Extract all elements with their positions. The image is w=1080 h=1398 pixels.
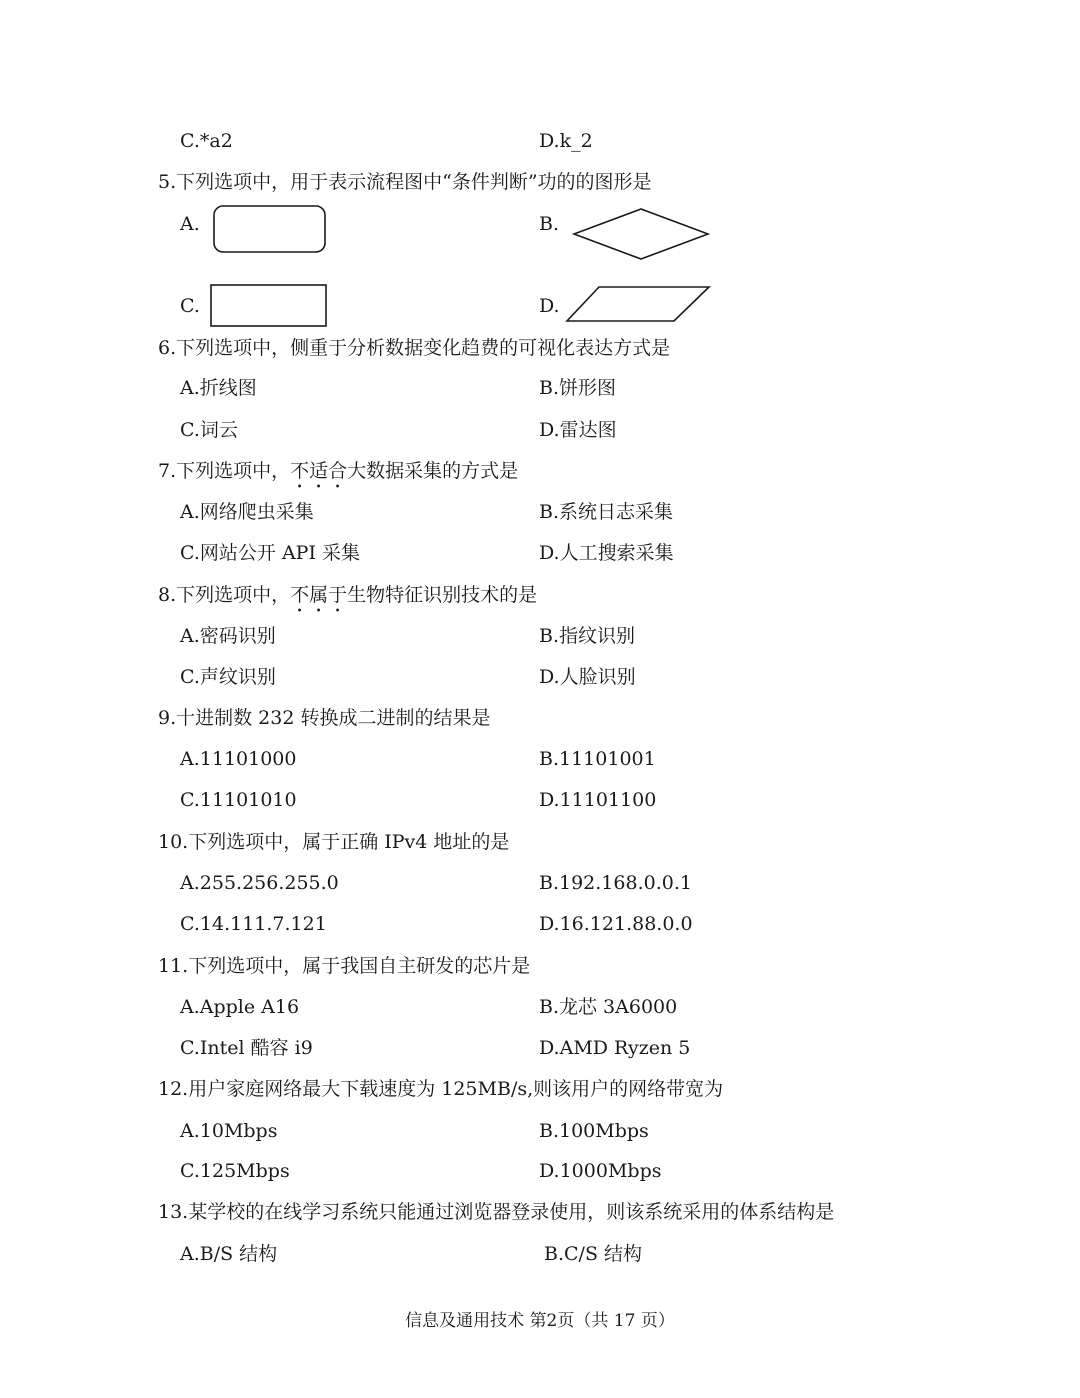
q11-option-b: B.龙芯 3A6000 — [539, 996, 678, 1018]
page-footer: 信息及通用技术 第2页（共 17 页） — [405, 1311, 675, 1331]
q5-parallelogram-shape — [564, 284, 712, 324]
q8-stem-pre: 8.下列选项中， — [158, 584, 291, 606]
q7-option-d: D.人工搜索采集 — [539, 542, 674, 564]
q10-option-a: A.255.256.255.0 — [180, 872, 339, 894]
q8-stem — [158, 582, 537, 617]
q7-stem-emphasis: 不适合 — [290, 460, 348, 482]
q6-option-d: D.雷达图 — [539, 419, 617, 441]
q7-stem — [158, 458, 518, 493]
q11-option-a: A.Apple A16 — [180, 996, 300, 1018]
q9-option-b: B.11101001 — [539, 748, 656, 770]
q11-option-c: C.Intel 酷容 i9 — [180, 1037, 313, 1059]
q13-stem: 13.某学校的在线学习系统只能通过浏览器登录使用，则该系统采用的体系结构是 — [158, 1201, 835, 1223]
q5-option-a-label: A. — [180, 213, 200, 235]
q8-option-d: D.人脸识别 — [539, 666, 636, 688]
q5-option-d-label: D. — [539, 295, 560, 317]
q8-option-a: A.密码识别 — [180, 625, 276, 647]
q4-option-c: C.*a2 — [180, 130, 233, 152]
q7-stem-post: 大数据采集的方式是 — [347, 460, 519, 482]
q12-stem: 12.用户家庭网络最大下载速度为 125MB/s,则该用户的网络带宽为 — [158, 1078, 724, 1100]
q6-option-b: B.饼形图 — [539, 377, 617, 399]
q7-option-a: A.网络爬虫采集 — [180, 501, 314, 523]
q10-option-b: B.192.168.0.0.1 — [539, 872, 692, 894]
q5-option-b-label: B. — [539, 213, 560, 235]
q5-rounded-rectangle-shape — [212, 204, 328, 254]
q7-stem-pre: 7.下列选项中， — [158, 460, 291, 482]
q11-option-d: D.AMD Ryzen 5 — [539, 1037, 691, 1059]
q9-option-d: D.11101100 — [539, 789, 657, 811]
q8-option-c: C.声纹识别 — [180, 666, 276, 688]
q5-stem: 5.下列选项中，用于表示流程图中“条件判断”功的的图形是 — [158, 171, 652, 193]
q12-option-d: D.1000Mbps — [539, 1160, 662, 1182]
q11-stem: 11.下列选项中，属于我国自主研发的芯片是 — [158, 955, 531, 977]
q8-stem-emphasis: 不属于 — [290, 584, 348, 606]
q9-option-a: A.11101000 — [180, 748, 297, 770]
q9-stem: 9.十进制数 232 转换成二进制的结果是 — [158, 707, 491, 729]
q7-option-b: B.系统日志采集 — [539, 501, 674, 523]
q6-stem: 6.下列选项中，侧重于分析数据变化趋费的可视化表达方式是 — [158, 337, 671, 359]
q5-diamond-shape — [571, 206, 711, 262]
q8-stem-post: 生物特征识别技术的是 — [347, 584, 538, 606]
q12-option-c: C.125Mbps — [180, 1160, 290, 1182]
q12-option-a: A.10Mbps — [180, 1120, 278, 1142]
q10-option-d: D.16.121.88.0.0 — [539, 913, 693, 935]
q10-option-c: C.14.111.7.121 — [180, 913, 327, 935]
q10-stem: 10.下列选项中，属于正确 IPv4 地址的是 — [158, 831, 510, 853]
q5-option-c-label: C. — [180, 295, 200, 317]
q6-option-c: C.词云 — [180, 419, 238, 441]
q8-option-b: B.指纹识别 — [539, 625, 636, 647]
q9-option-c: C.11101010 — [180, 789, 297, 811]
q12-option-b: B.100Mbps — [539, 1120, 649, 1142]
q7-option-c: C.网站公开 API 采集 — [180, 542, 360, 564]
q4-option-d: D.k_2 — [539, 130, 593, 152]
q6-option-a: A.折线图 — [180, 377, 257, 399]
q5-rectangle-shape — [209, 283, 329, 329]
q13-option-b: B.C/S 结构 — [544, 1243, 642, 1265]
q13-option-a: A.B/S 结构 — [180, 1243, 278, 1265]
